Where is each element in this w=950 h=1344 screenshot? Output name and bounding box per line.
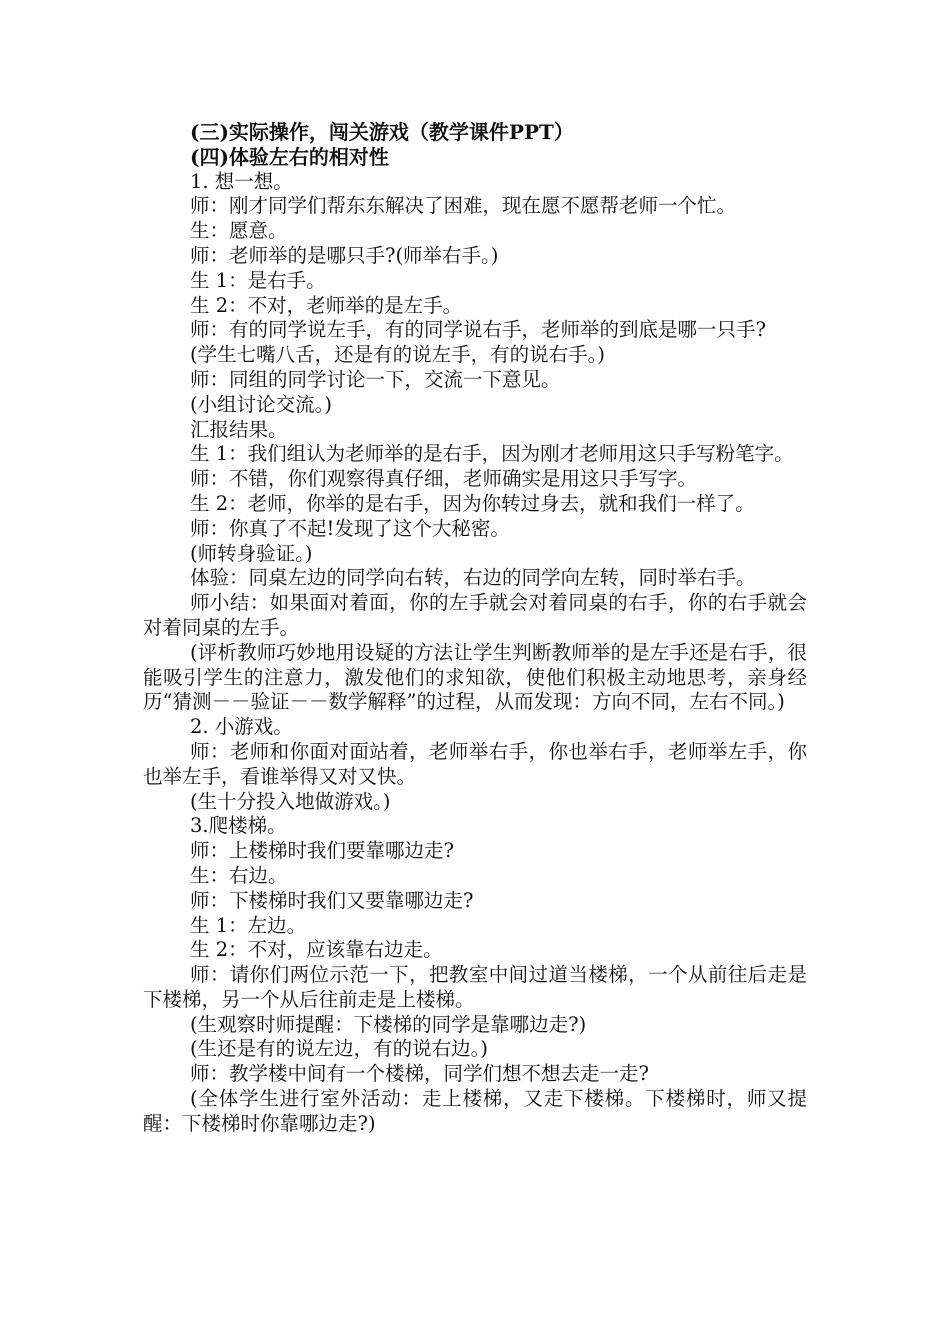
- paragraph: 生 1：左边。: [190, 913, 307, 937]
- paragraph: 2. 小游戏。: [190, 715, 293, 739]
- paragraph: 生 2：不对，应该靠右边走。: [190, 938, 443, 962]
- paragraph: 师：下楼梯时我们又要靠哪边走?: [190, 888, 474, 912]
- paragraph: 师：有的同学说左手，有的同学说右手，老师举的到底是哪一只手?: [190, 318, 766, 342]
- paragraph: 师：不错，你们观察得真仔细，老师确实是用这只手写字。: [190, 467, 698, 491]
- body-text: [143, 170, 807, 1137]
- paragraph: (生观察时师提醒：下楼梯的同学是靠哪边走?): [190, 1012, 587, 1036]
- paragraph: 生 2：不对，老师举的是左手。: [190, 293, 463, 317]
- paragraph: 师：上楼梯时我们要靠哪边走?: [190, 839, 454, 863]
- paragraph: 生 1：我们组认为老师举的是右手，因为刚才老师用这只手写粉笔字。: [190, 442, 794, 466]
- paragraph: 师：老师举的是哪只手?(师举右手。): [190, 243, 499, 267]
- paragraph: 师：刚才同学们帮东东解决了困难，现在愿不愿帮老师一个忙。: [190, 194, 737, 218]
- paragraph: 师：请你们两位示范一下，把教室中间过道当楼梯，一个从前往后走是下楼梯，另一个从后往前走是上楼梯。: [143, 963, 807, 1011]
- paragraph: 生 2：老师，你举的是右手，因为你转过身去，就和我们一样了。: [190, 491, 755, 515]
- paragraph: 3.爬楼梯。: [190, 814, 287, 838]
- paragraph: 师：教学楼中间有一个楼梯，同学们想不想去走一走?: [190, 1062, 649, 1086]
- section-heading-3: (三)实际操作，闯关游戏（教学课件PPT）: [190, 120, 574, 144]
- paragraph: 生 1：是右手。: [190, 268, 326, 292]
- paragraph: 生：愿意。: [190, 219, 288, 243]
- paragraph: 体验：同桌左边的同学向右转，右边的同学向左转，同时举右手。: [190, 566, 756, 590]
- paragraph: 师：同组的同学讨论一下，交流一下意见。: [190, 367, 561, 391]
- section-heading-4: (四)体验左右的相对性: [190, 144, 389, 169]
- paragraph: (学生七嘴八舌，还是有的说左手，有的说右手。): [190, 343, 605, 367]
- paragraph: (评析教师巧妙地用设疑的方法让学生判断教师举的是左手还是右手，很能吸引学生的注意力，激发他们的求知欲，使他们积极主动地思考，亲身经历“猜测－－验证－－数学解释”的过程，从而发现：方向不同，左右不同。): [143, 640, 807, 714]
- paragraph: 师：老师和你面对面站着，老师举右手，你也举右手，老师举左手，你也举左手，看谁举得又对又快。: [143, 739, 807, 788]
- paragraph: (小组讨论交流。): [190, 392, 332, 416]
- paragraph: 生：右边。: [190, 863, 288, 887]
- paragraph: 师：你真了不起!发现了这个大秘密。: [190, 516, 510, 540]
- document-page: [143, 120, 807, 1137]
- paragraph: 汇报结果。: [190, 417, 288, 441]
- paragraph: 1. 想一想。: [190, 169, 293, 193]
- paragraph: (生十分投入地做游戏。): [190, 789, 391, 813]
- paragraph: 师小结：如果面对着面，你的左手就会对着同桌的右手，你的右手就会对着同桌的左手。: [143, 591, 807, 639]
- paragraph: (全体学生进行室外活动：走上楼梯，又走下楼梯。下楼梯时，师又提醒：下楼梯时你靠哪边走?): [143, 1087, 807, 1135]
- paragraph: (师转身验证。): [190, 541, 313, 565]
- paragraph: (生还是有的说左边，有的说右边。): [190, 1037, 488, 1061]
